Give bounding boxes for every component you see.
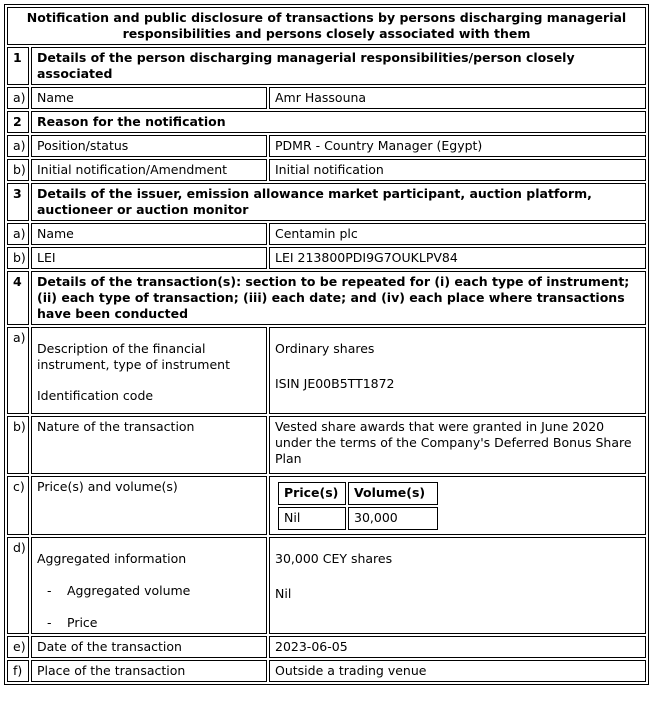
- row-4b-value: Vested share awards that were granted in June 2020 under the terms of the Company's Deferred Bonus Share Plan: [269, 416, 646, 474]
- title-row: [7, 7, 646, 45]
- section-4-row: [7, 271, 646, 325]
- row-1a-value: Amr Hassouna: [269, 87, 646, 109]
- section-2-heading: Reason for the notification: [31, 111, 646, 133]
- row-4f-letter: f): [7, 660, 29, 682]
- volume-header: Volume(s): [348, 482, 438, 505]
- row-3b-value: LEI 213800PDI9G7OUKLPV84: [269, 247, 646, 269]
- dash-bullet: -: [47, 583, 52, 598]
- row-4c-label: Price(s) and volume(s): [31, 476, 267, 535]
- row-1a-label: Name: [31, 87, 267, 109]
- row-4a-letter: a): [7, 327, 29, 414]
- row-4d-value-line1: 30,000 CEY shares: [275, 551, 393, 566]
- price-volume-data-row: [278, 507, 438, 530]
- disclosure-table: [4, 4, 649, 685]
- row-3a: [7, 223, 646, 245]
- volume-value: 30,000: [348, 507, 438, 530]
- row-4d: [7, 537, 646, 634]
- row-2b: [7, 159, 646, 181]
- row-4e-label: Date of the transaction: [31, 636, 267, 658]
- row-4d-value: [269, 537, 646, 634]
- dash-bullet: -: [47, 615, 52, 630]
- row-4d-label: [31, 537, 267, 634]
- row-4e-letter: e): [7, 636, 29, 658]
- section-1-heading: Details of the person discharging managerial responsibilities/person closely associated: [31, 47, 646, 85]
- section-3-heading: Details of the issuer, emission allowance market participant, auction platform, auctioneer or auction monitor: [31, 183, 646, 221]
- row-2b-letter: b): [7, 159, 29, 181]
- row-4d-bullet-price: [47, 615, 261, 631]
- row-1a: [7, 87, 646, 109]
- row-4f-label: Place of the transaction: [31, 660, 267, 682]
- section-4-number: 4: [7, 271, 29, 325]
- section-1-number: 1: [7, 47, 29, 85]
- row-3a-label: Name: [31, 223, 267, 245]
- row-2a-value: PDMR - Country Manager (Egypt): [269, 135, 646, 157]
- row-4c-letter: c): [7, 476, 29, 535]
- row-4e: [7, 636, 646, 658]
- row-3b: [7, 247, 646, 269]
- section-1-row: [7, 47, 646, 85]
- row-4c-value: [269, 476, 646, 535]
- row-4a-label-line1: Description of the financial instrument, type of instrument: [37, 341, 230, 372]
- price-value: Nil: [278, 507, 346, 530]
- row-1a-letter: a): [7, 87, 29, 109]
- row-3a-letter: a): [7, 223, 29, 245]
- section-4-heading: Details of the transaction(s): section to be repeated for (i) each type of instrument; (ii) each type of transaction; (iii) each date; and (iv) each place where transactions have been conducted: [31, 271, 646, 325]
- row-2a-letter: a): [7, 135, 29, 157]
- row-3b-label: LEI: [31, 247, 267, 269]
- section-2-row: [7, 111, 646, 133]
- row-4b-letter: b): [7, 416, 29, 474]
- row-4d-letter: d): [7, 537, 29, 634]
- section-3-number: 3: [7, 183, 29, 221]
- section-3-row: [7, 183, 646, 221]
- row-4f-value: Outside a trading venue: [269, 660, 646, 682]
- row-4d-bullet-volume: [47, 583, 261, 599]
- row-3b-letter: b): [7, 247, 29, 269]
- row-4d-bullet-volume-text: Aggregated volume: [67, 583, 191, 598]
- row-4a: [7, 327, 646, 414]
- price-volume-table: [276, 480, 440, 532]
- row-4a-value: [269, 327, 646, 414]
- row-4a-label-line2: Identification code: [37, 388, 154, 403]
- row-4d-bullet-price-text: Price: [67, 615, 98, 630]
- row-4c: [7, 476, 646, 535]
- row-2b-value: Initial notification: [269, 159, 646, 181]
- section-2-number: 2: [7, 111, 29, 133]
- row-4b: [7, 416, 646, 474]
- row-4d-label-heading: Aggregated information: [37, 551, 187, 566]
- row-4b-label: Nature of the transaction: [31, 416, 267, 474]
- row-3a-value: Centamin plc: [269, 223, 646, 245]
- row-4d-value-line2: Nil: [275, 586, 292, 601]
- row-2b-label: Initial notification/Amendment: [31, 159, 267, 181]
- row-2a-label: Position/status: [31, 135, 267, 157]
- price-volume-header-row: [278, 482, 438, 505]
- row-4a-value-line1: Ordinary shares: [275, 341, 375, 356]
- row-4a-value-line2: ISIN JE00B5TT1872: [275, 376, 395, 391]
- row-2a: [7, 135, 646, 157]
- document-title: Notification and public disclosure of transactions by persons discharging managerial responsibilities and persons closely associated with them: [7, 7, 646, 45]
- row-4e-value: 2023-06-05: [269, 636, 646, 658]
- price-header: Price(s): [278, 482, 346, 505]
- row-4f: [7, 660, 646, 682]
- row-4a-label: [31, 327, 267, 414]
